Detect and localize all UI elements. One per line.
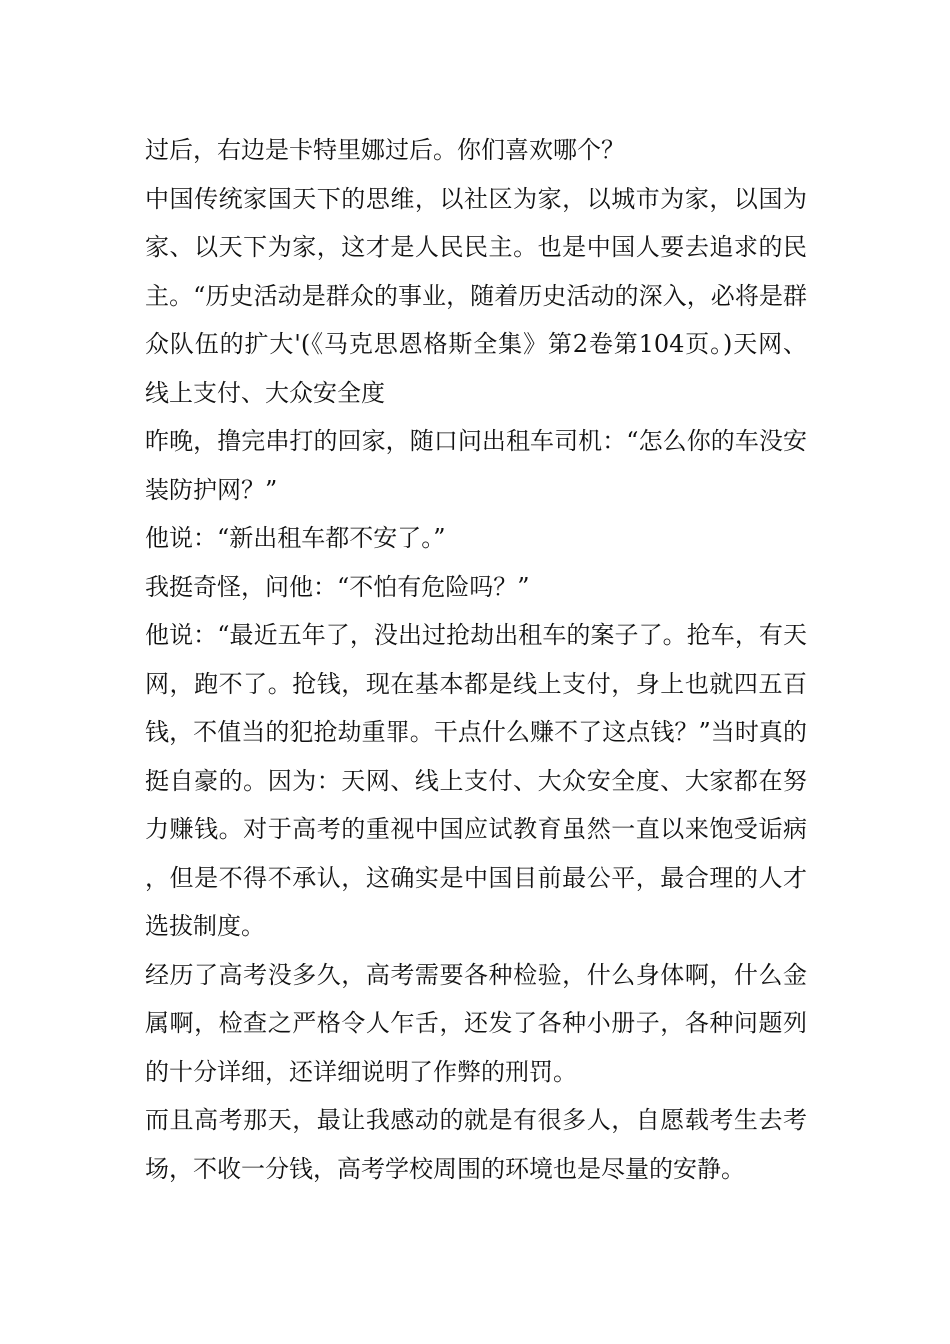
paragraph-5: 我挺奇怪，问他：“不怕有危险吗？”	[145, 572, 530, 601]
paragraph-4: 他说：“新出租车都不安了。”	[145, 524, 446, 552]
paragraph-2: 中国传统家国天下的思维，以社区为家，以城市为家，以国为家、以天下为家，这才是人民民主。也是中国人要去追求的民主。“历史活动是群众的事业，随着历史活动的深入，必将是群众队伍的扩大'(《马克思恩格斯全集》第2卷第104页。)天网、线上支付、大众安全度	[145, 184, 807, 407]
paragraph-1: 过后，右边是卡特里娜过后。你们喜欢哪个？	[145, 136, 625, 164]
paragraph-8: 而且高考那天，最让我感动的就是有很多人，自愿载考生去考场，不收一分钱，高考学校周围的环境也是尽量的安静。	[145, 1106, 807, 1183]
document-body	[145, 126, 807, 1193]
paragraph-7: 经历了高考没多久，高考需要各种检验，什么身体啊，什么金属啊，检查之严格令人乍舌，还发了各种小册子，各种问题列的十分详细，还详细说明了作弊的刑罚。	[145, 960, 807, 1086]
paragraph-6: 他说：“最近五年了，没出过抢劫出租车的案子了。抢车，有天网，跑不了。抢钱，现在基本都是线上支付，身上也就四五百钱，不值当的犯抢劫重罪。干点什么赚不了这点钱？”当时真的挺自豪的。因为：天网、线上支付、大众安全度、大家都在努力赚钱。对于高考的重视中国应试教育虽然一直以来饱受诟病，但是不得不承认，这确实是中国目前最公平，最合理的人才选拔制度。	[145, 621, 807, 940]
paragraph-3: 昨晚，撸完串打的回家，随口问出租车司机：“怎么你的车没安装防护网？”	[145, 427, 807, 504]
